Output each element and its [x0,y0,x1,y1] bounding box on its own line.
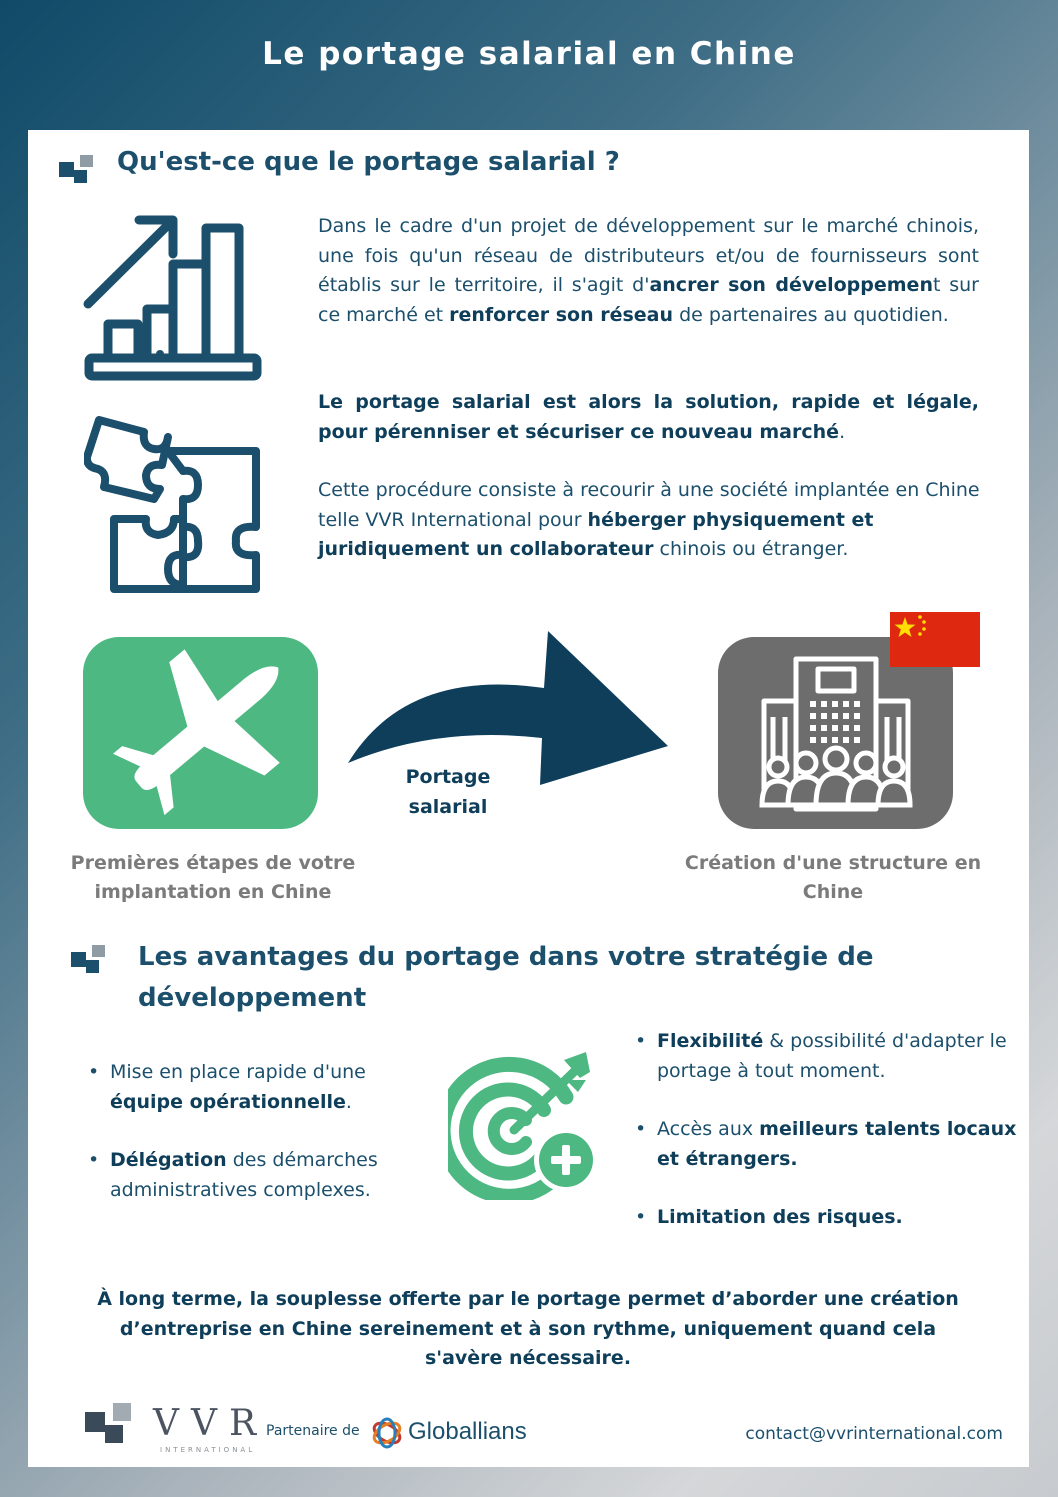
airplane-icon [83,637,318,829]
procedure-text-2: chinois ou étranger. [653,538,849,560]
arrow-label-line1: Portage [405,766,491,788]
section-square-icon-2 [71,945,109,977]
bullet-bold: équipe opérationnelle [110,1090,346,1113]
solution-bold: Le portage salarial est alors la solution, rapide et légale, pour pérenniser et sécuriser ce nouveau marché [318,391,979,443]
vvr-logo-icon [85,1403,135,1443]
partner-label: Partenaire de [266,1423,360,1439]
section-title-what: Qu'est-ce que le portage salarial ? [117,147,620,177]
list-item [633,1115,1018,1174]
intro-paragraph [318,212,979,330]
arrow-label [398,762,498,822]
content-card [28,130,1029,1467]
vvr-logo-text: VVR [153,1403,269,1444]
intro-text-1: Dans le cadre d'un projet de développement sur le marché chinois, une fois qu'un réseau de distributeurs et/ou de fournisseurs sont établis sur le territoire, il s'agit d' [318,215,979,296]
section-square-icon [59,155,97,187]
right-advantages-list [633,1027,1018,1262]
bullet-bold: meilleurs talents locaux et étrangers. [657,1118,1017,1170]
curved-arrow-icon [346,628,671,788]
contact-email-link[interactable]: contact@vvrinternational.com [745,1424,1003,1444]
growth-chart-icon [83,214,263,384]
procedure-bold: héberger physiquement et juridiquement un collaborateur [318,508,874,560]
solution-text: . [839,420,846,443]
airplane-box [83,637,318,829]
globallians-logo-icon [366,1412,408,1454]
right-caption: Création d'une structure en Chine [684,852,982,903]
puzzle-icon [84,415,264,600]
arrow-label-line2: salarial [408,796,488,818]
bullet-bold: Flexibilité [657,1030,764,1052]
procedure-paragraph [318,476,988,565]
section-title-advantages: Les avantages du portage dans votre stratégie de développement [138,942,874,1013]
bullet-bold: Délégation [110,1149,227,1171]
bullet-bold: Limitation des risques. [657,1206,903,1228]
china-flag-icon [890,612,980,667]
bullet-text: des démarches administratives complexes. [110,1149,378,1201]
intro-text-3: de partenaires au quotidien. [673,303,949,326]
bullet-text: & possibilité d'adapter le portage à tout moment. [657,1030,1007,1082]
partner-name: Globallians [408,1418,527,1445]
left-advantages-list [86,1058,416,1234]
target-plus-icon [448,1050,608,1200]
solution-paragraph [318,388,979,447]
bullet-text: Accès aux [657,1118,760,1140]
intro-bold-1: ancrer son développemen [649,274,933,296]
vvr-logo-subtext: INTERNATIONAL [160,1446,256,1454]
left-caption: Premières étapes de votre implantation en Chine [70,852,356,903]
page-title: Le portage salarial en Chine [262,36,796,72]
list-item [86,1146,416,1205]
list-item [86,1058,416,1117]
intro-bold-2: renforcer son réseau [449,303,674,326]
procedure-text-1: Cette procédure consiste à recourir à une société implantée en Chine telle VVR International pour [318,479,980,531]
conclusion-text: À long terme, la souplesse offerte par le portage permet d’aborder une création d’entreprise en Chine sereinement et à son rythme, uniquement quand cela s'avère nécessaire. [97,1288,959,1369]
list-item [633,1203,1018,1233]
list-item [633,1027,1018,1086]
intro-text-2: t sur ce marché et [318,274,979,326]
bullet-text: Mise en place rapide d'une [110,1061,366,1083]
bullet-text: . [345,1090,352,1113]
